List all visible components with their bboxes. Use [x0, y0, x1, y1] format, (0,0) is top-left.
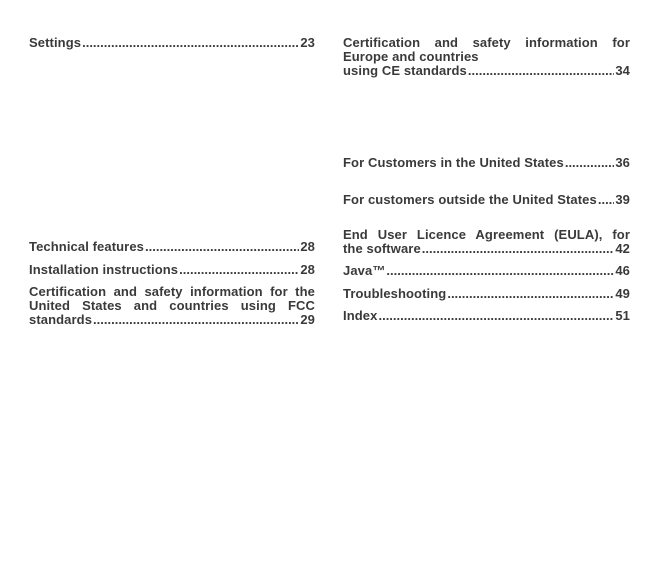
toc-entry-title-line: End User Licence Agreement (EULA), for	[343, 227, 630, 242]
toc-entry-title: using CE standards	[343, 63, 467, 78]
toc-entry-technical-features[interactable]	[29, 240, 315, 254]
toc-leader-dots	[447, 287, 614, 301]
toc-entry-title: Technical features	[29, 239, 144, 254]
toc-leader-dots	[598, 193, 614, 207]
toc-entry-title: Installation instructions	[29, 262, 179, 277]
toc-entry-java[interactable]	[343, 264, 630, 278]
toc-entry-ce-certification[interactable]	[343, 36, 630, 78]
toc-entry-title: the software	[343, 241, 421, 256]
toc-leader-dots	[565, 156, 615, 170]
toc-leader-dots	[145, 240, 299, 254]
toc-entry-fcc-certification[interactable]	[29, 285, 315, 327]
toc-leader-dots	[468, 64, 614, 78]
toc-entry-title-line: Certification and safety information for	[343, 35, 630, 50]
toc-entry-title: Settings	[29, 35, 82, 50]
toc-page-number: 23	[300, 35, 315, 50]
toc-entry-title: Troubleshooting	[343, 286, 447, 301]
toc-entry-title: For Customers in the United States	[343, 155, 564, 170]
toc-entry-title: Index	[343, 308, 378, 323]
toc-left-column	[29, 36, 315, 336]
toc-page-number: 42	[615, 241, 630, 256]
toc-page-number: 46	[615, 263, 630, 278]
toc-page-number: 34	[615, 63, 630, 78]
toc-entry-customers-us[interactable]	[343, 156, 630, 170]
toc-entry-customers-outside-us[interactable]	[343, 193, 630, 207]
toc-entry-title-line: United States and countries using FCC	[29, 298, 315, 313]
toc-page-number: 29	[300, 312, 315, 327]
toc-entry-title: standards	[29, 312, 93, 327]
toc-leader-dots	[82, 36, 299, 50]
toc-leader-dots	[378, 309, 614, 323]
toc-leader-dots	[422, 242, 615, 256]
toc-page-number: 28	[300, 262, 315, 277]
toc-entry-title: Java™	[343, 263, 386, 278]
toc-leader-dots	[386, 264, 614, 278]
toc-entry-title-line: Europe and countries	[343, 49, 479, 64]
toc-entry-settings[interactable]	[29, 36, 315, 50]
toc-leader-dots	[179, 263, 299, 277]
toc-right-column	[343, 36, 630, 336]
toc-page-number: 49	[615, 286, 630, 301]
toc-entry-title: For customers outside the United States	[343, 192, 597, 207]
toc-entry-index[interactable]	[343, 309, 630, 323]
toc-page-number: 28	[300, 239, 315, 254]
toc-entry-eula[interactable]	[343, 228, 630, 256]
toc-entry-title-line: Certification and safety information for the	[29, 284, 315, 299]
toc-leader-dots	[93, 313, 299, 327]
toc-entry-troubleshooting[interactable]	[343, 287, 630, 301]
toc-page-number: 51	[615, 308, 630, 323]
toc-page-number: 39	[615, 192, 630, 207]
toc-entry-installation-instructions[interactable]	[29, 263, 315, 277]
toc-page-number: 36	[615, 155, 630, 170]
